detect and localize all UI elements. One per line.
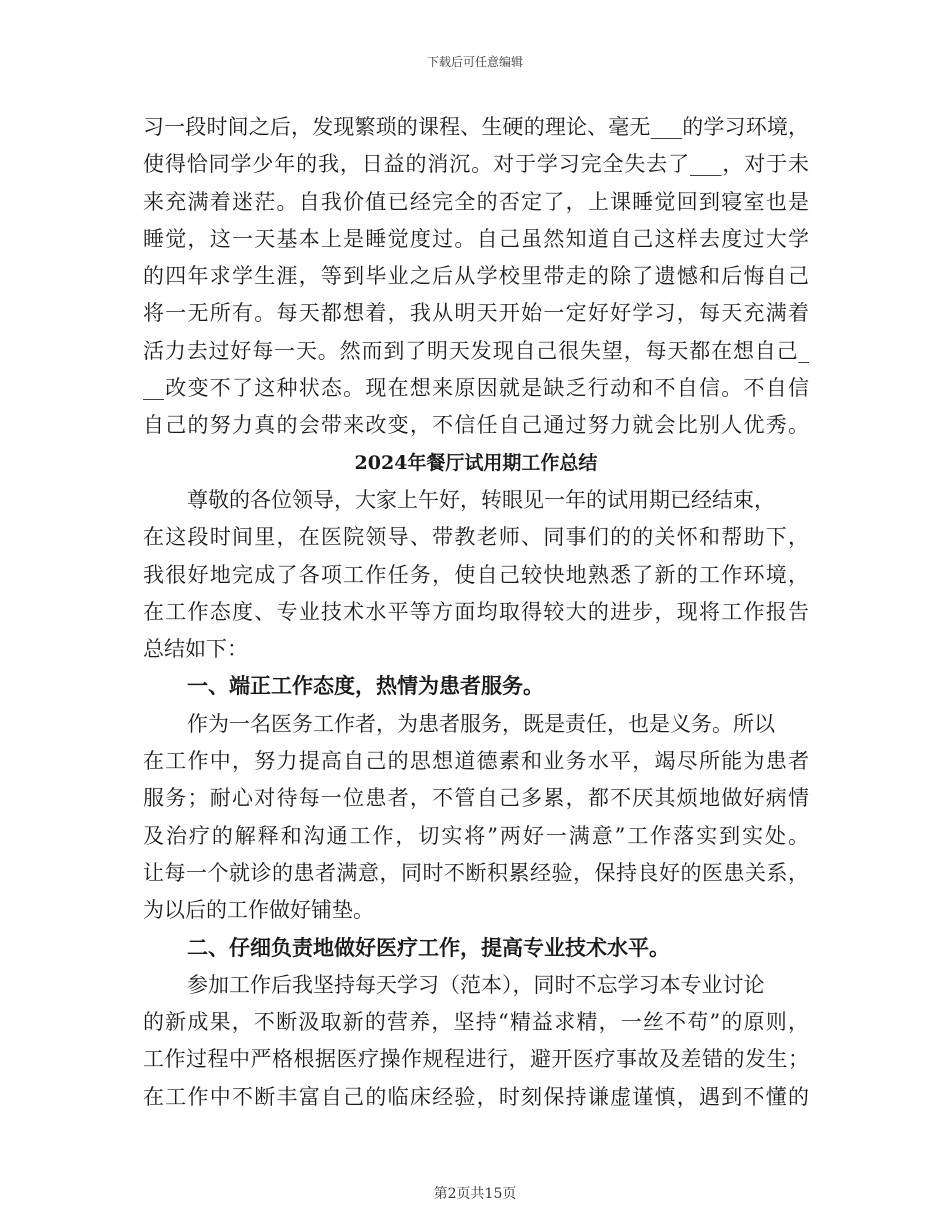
paragraph-line: __改变不了这种状态。现在想来原因就是缺乏行动和不自信。不自信 — [143, 376, 809, 401]
section-heading: 二、仔细负责地做好医疗工作，提高专业技术水平。 — [187, 934, 670, 960]
section-line: 及治疗的解释和沟通工作，切实将”两好一满意”工作落实到实处。 — [143, 823, 809, 848]
paragraph-line: 习一段时间之后，发现繁琐的课程、生硬的理论、毫无___的学习环境， — [143, 115, 809, 139]
document-body — [143, 112, 809, 1119]
intro-line: 总结如下： — [143, 637, 248, 662]
paragraph-line: 活力去过好每一天。然而到了明天发现自己很失望，每天都在想自己_ — [143, 338, 809, 363]
section-line: 的新成果，不断汲取新的营养，坚持“精益求精，一丝不苟”的原则， — [143, 1010, 809, 1035]
intro-line: 在这段时间里，在医院领导、带教老师、同事们的的关怀和帮助下， — [143, 525, 809, 550]
section-line: 在工作中，努力提高自己的思想道德素和业务水平，竭尽所能为患者 — [143, 749, 809, 774]
section-heading: 一、端正工作态度，热情为患者服务。 — [187, 673, 544, 699]
section-line: 参加工作后我坚持每天学习（范本），同时不忘学习本专业讨论 — [187, 972, 765, 997]
paragraph-line: 的四年求学生涯，等到毕业之后从学校里带走的除了遗憾和后悔自己 — [143, 264, 809, 289]
page-header: 下载后可任意编辑 — [426, 55, 523, 69]
intro-line: 在工作态度、专业技术水平等方面均取得较大的进步，现将工作报告 — [143, 599, 809, 624]
paragraph-line: 使得恰同学少年的我，日益的消沉。对于学习完全失去了___，对于未 — [143, 152, 809, 177]
section-line: 作为一名医务工作者，为患者服务，既是责任，也是义务。所以 — [187, 711, 775, 736]
section-line: 为以后的工作做好铺垫。 — [143, 898, 374, 923]
paragraph-line: 将一无所有。每天都想着，我从明天开始一定好好学习，每天充满着 — [143, 301, 809, 326]
intro-line: 我很好地完成了各项工作任务，使自己较快地熟悉了新的工作环境， — [143, 562, 809, 587]
paragraph-line: 自己的努力真的会带来改变，不信任自己通过努力就会比别人优秀。 — [143, 413, 809, 438]
page-footer: 第2页共15页 — [433, 1186, 517, 1202]
section-line: 在工作中不断丰富自己的临床经验，时刻保持谦虚谨慎，遇到不懂的 — [143, 1084, 809, 1109]
intro-line: 尊敬的各位领导，大家上午好，转眼见一年的试用期已经结束， — [187, 487, 775, 512]
section-line: 服务；耐心对待每一位患者，不管自己多累，都不厌其烦地做好病情 — [143, 786, 809, 811]
paragraph-line: 来充满着迷茫。自我价值已经完全的否定了，上课睡觉回到寝室也是 — [143, 189, 809, 214]
paragraph-line: 睡觉，这一天基本上是睡觉度过。自己虽然知道自己这样去度过大学 — [143, 226, 809, 251]
document-title: 2024年餐厅试用期工作总结 — [354, 451, 598, 474]
section-line: 让每一个就诊的患者满意，同时不断积累经验，保持良好的医患关系， — [143, 860, 809, 885]
section-line: 工作过程中严格根据医疗操作规程进行，避开医疗事故及差错的发生； — [143, 1047, 809, 1072]
